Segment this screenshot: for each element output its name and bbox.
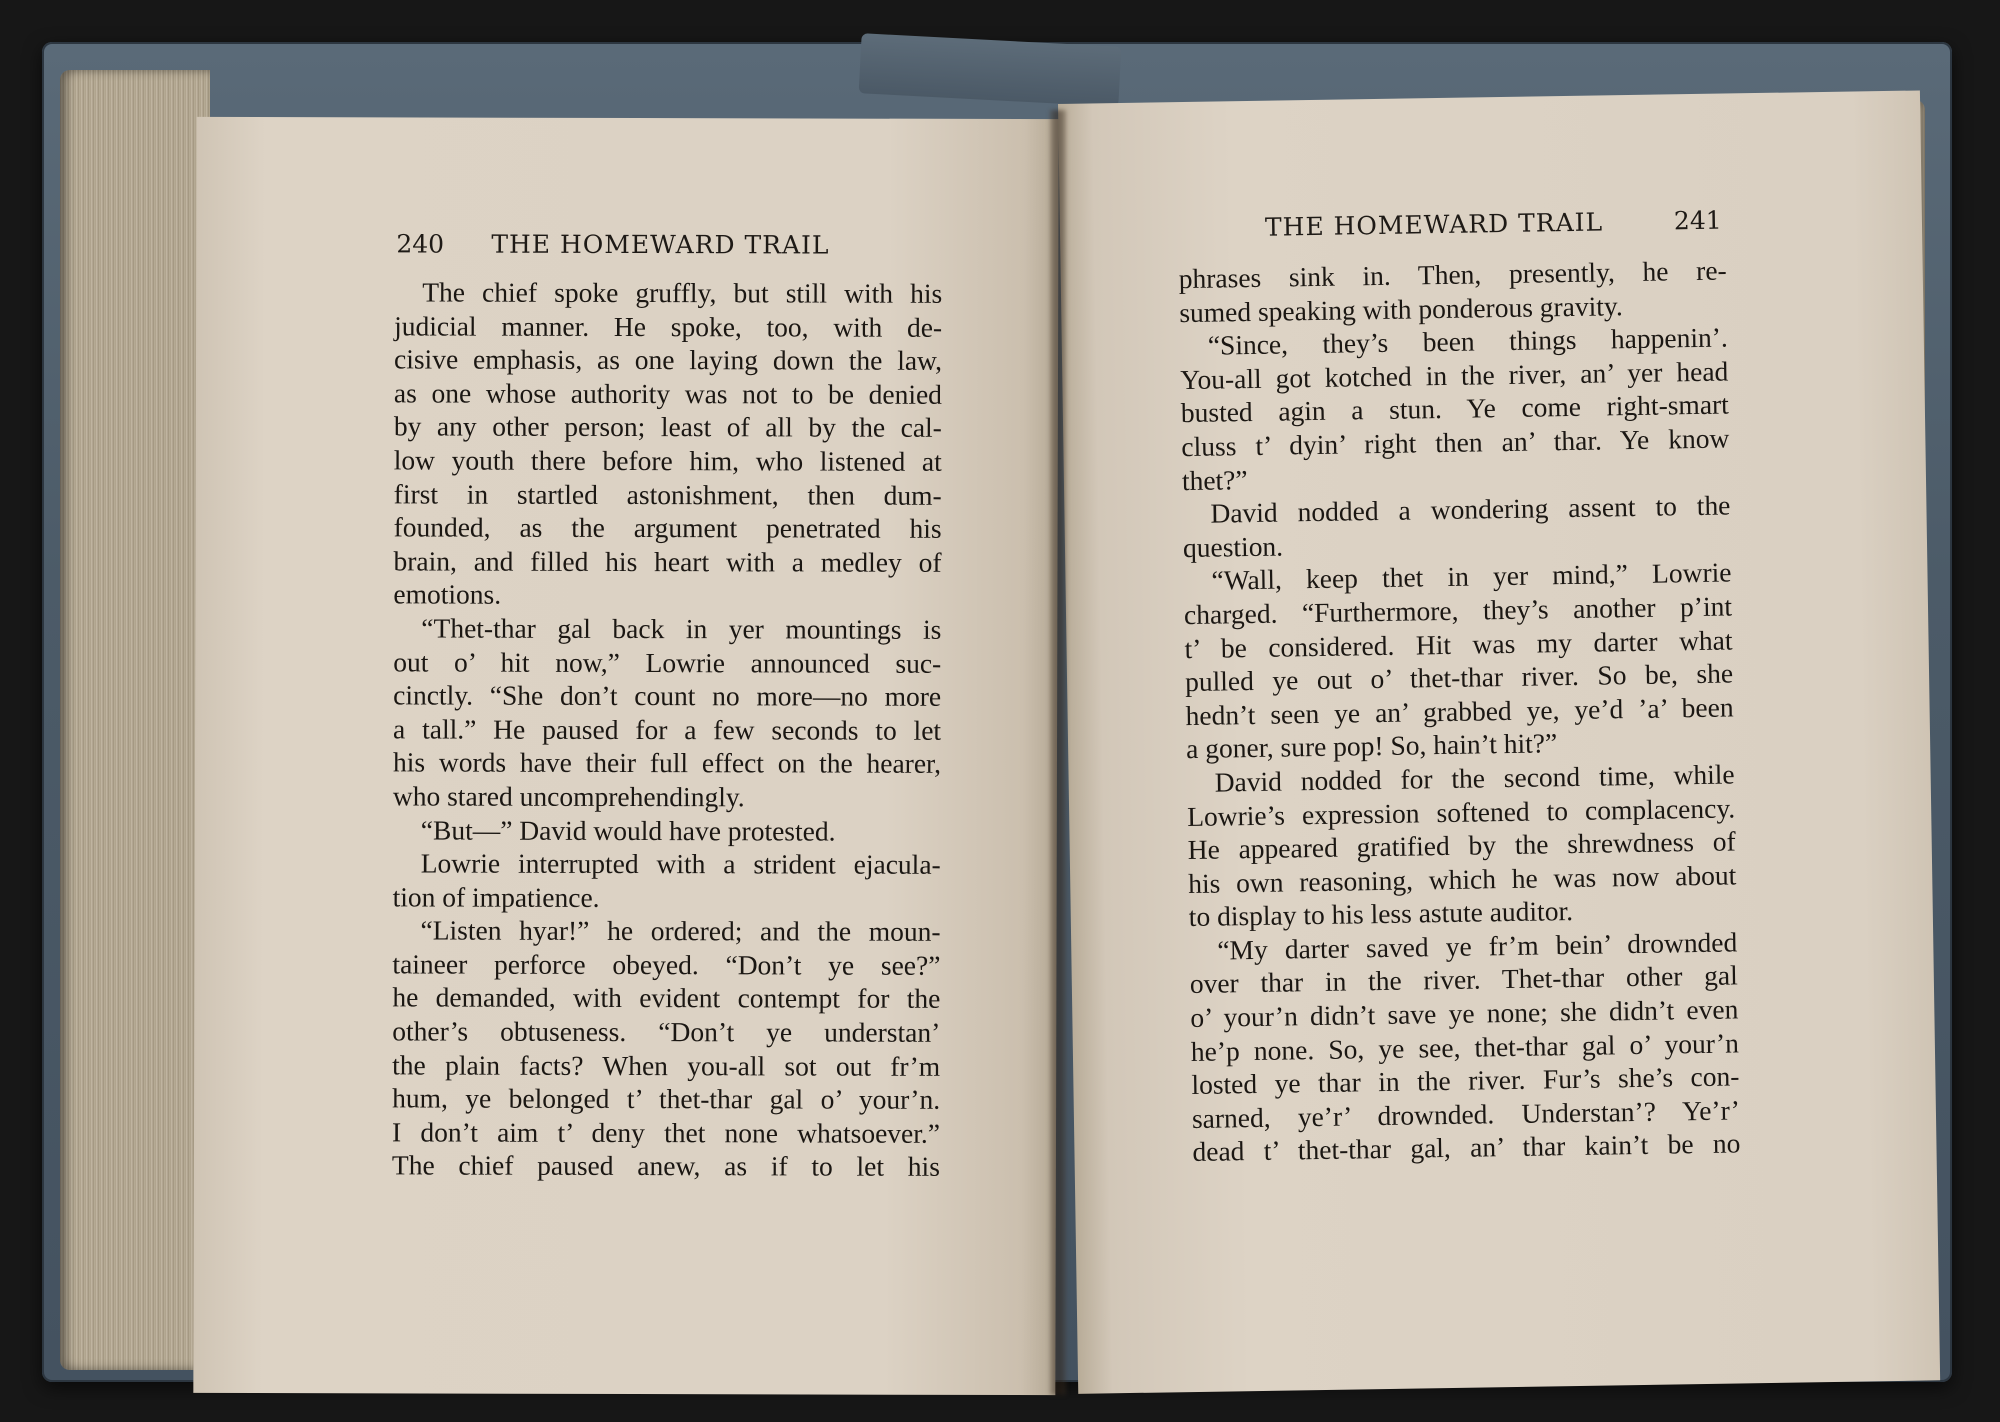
text-line: “Thet-thar gal back in yer mountings is: [421, 612, 942, 645]
text-line: question.: [1182, 530, 1284, 563]
text-line: other’s obtuseness. “Don’t ye understan’: [392, 1015, 941, 1048]
text-line: low youth there before him, who listened at: [393, 444, 942, 477]
page-body-text: [1178, 254, 1740, 1170]
text-line: David nodded a wondering assent to the: [1210, 489, 1731, 529]
text-line: hedn’t seen ye an’ grabbed ye, ye’d ’a’ been: [1185, 691, 1734, 731]
text-line: his own reasoning, which he was now about: [1188, 859, 1737, 899]
text-line: his words have their full effect on the hearer,: [392, 746, 942, 780]
text-line: t’ be considered. Hit was my darter what: [1184, 624, 1733, 664]
text-line: “Wall, keep thet in yer mind,” Lowrie: [1211, 556, 1732, 596]
text-line: to display to his less astute auditor.: [1188, 895, 1574, 933]
page-body-text: [392, 275, 942, 1183]
text-line: thet?”: [1181, 463, 1248, 496]
text-line: David nodded for the second time, while: [1214, 758, 1735, 798]
text-line: phrases sink in. Then, presently, he re-: [1178, 254, 1727, 295]
running-head: THE HOMEWARD TRAIL: [491, 229, 830, 260]
text-line: over thar in the river. Thet-thar other gal: [1189, 959, 1739, 1000]
text-line: o’ your’n didn’t save ye none; she didn’t even: [1190, 993, 1739, 1034]
text-line: sarned, ye’r’ drownded. Understan’? Ye’r’: [1191, 1094, 1741, 1134]
page-number: 240: [396, 229, 445, 259]
text-line: a goner, sure pop! So, hain’t hit?”: [1185, 727, 1558, 765]
text-line: who stared uncomprehendingly.: [392, 780, 745, 813]
text-line: He appeared gratified by the shrewdness of: [1187, 825, 1736, 866]
left-page-edges: [60, 70, 210, 1370]
text-line: first in startled astonishment, then dum-: [393, 477, 942, 511]
left-page: [193, 117, 1058, 1395]
text-line: “My darter saved ye fr’m bein’ drownded: [1217, 926, 1738, 966]
running-head: THE HOMEWARD TRAIL: [1264, 207, 1604, 242]
text-line: hum, ye belonged t’ thet-thar gal o’ your’n.: [392, 1082, 941, 1116]
text-line: he demanded, with evident contempt for the: [392, 981, 941, 1015]
text-line: “Since, they’s been things happenin’.: [1207, 321, 1728, 361]
text-line: taineer perforce obeyed. “Don’t ye see?”: [392, 948, 941, 981]
text-line: tion of impatience.: [392, 881, 600, 913]
text-line: losted ye thar in the river. Fur’s she’s con-: [1191, 1060, 1740, 1101]
book-gutter: [1050, 110, 1066, 1395]
right-page: [1058, 90, 1940, 1393]
text-line: brain, and filled his heart with a medley of: [393, 545, 942, 578]
page-number: 241: [1673, 205, 1722, 236]
text-line: by any other person; least of all by the cal-: [393, 410, 942, 444]
text-line: cinctly. “She don’t count no more—no more: [393, 679, 942, 712]
text-line: dead t’ thet-thar gal, an’ thar kain’t be no: [1192, 1127, 1741, 1168]
text-line: as one whose authority was not to be denied: [393, 377, 942, 410]
text-line: Lowrie’s expression softened to complacency.: [1186, 791, 1736, 832]
text-line: founded, as the argument penetrated his: [393, 511, 942, 544]
text-line: cisive emphasis, as one laying down the law,: [393, 343, 943, 377]
text-line: busted agin a stun. Ye come right-smart: [1180, 388, 1730, 429]
text-line: emotions.: [393, 578, 502, 611]
text-line: cluss t’ dyin’ right then an’ thar. Ye know: [1181, 422, 1730, 463]
text-line: “Listen hyar!” he ordered; and the moun-: [420, 914, 941, 948]
text-line: out o’ hit now,” Lowrie announced suc-: [393, 645, 942, 679]
text-line: he’p none. So, ye see, thet-thar gal o’ your’n: [1190, 1027, 1740, 1067]
text-line: sumed speaking with ponderous gravity.: [1179, 289, 1623, 328]
text-line: pulled ye out o’ thet-thar river. So be, she: [1184, 657, 1734, 698]
text-line: You-all got kotched in the river, an’ yer head: [1180, 355, 1729, 395]
text-line: The chief spoke gruffly, but still with his: [422, 276, 943, 309]
text-line: charged. “Furthermore, they’s another p’int: [1183, 590, 1733, 631]
text-line: The chief paused anew, as if to let his: [391, 1149, 940, 1183]
text-line: “But—” David would have protested.: [420, 813, 836, 847]
text-line: a tall.” He paused for a few seconds to let: [393, 713, 942, 746]
text-line: I don’t aim t’ deny thet none whatsoever.”: [391, 1116, 941, 1149]
text-line: Lowrie interrupted with a strident ejacula-: [420, 847, 941, 880]
text-line: the plain facts? When you-all sot out fr’m: [392, 1049, 941, 1082]
text-line: judicial manner. He spoke, too, with de-: [394, 309, 943, 343]
